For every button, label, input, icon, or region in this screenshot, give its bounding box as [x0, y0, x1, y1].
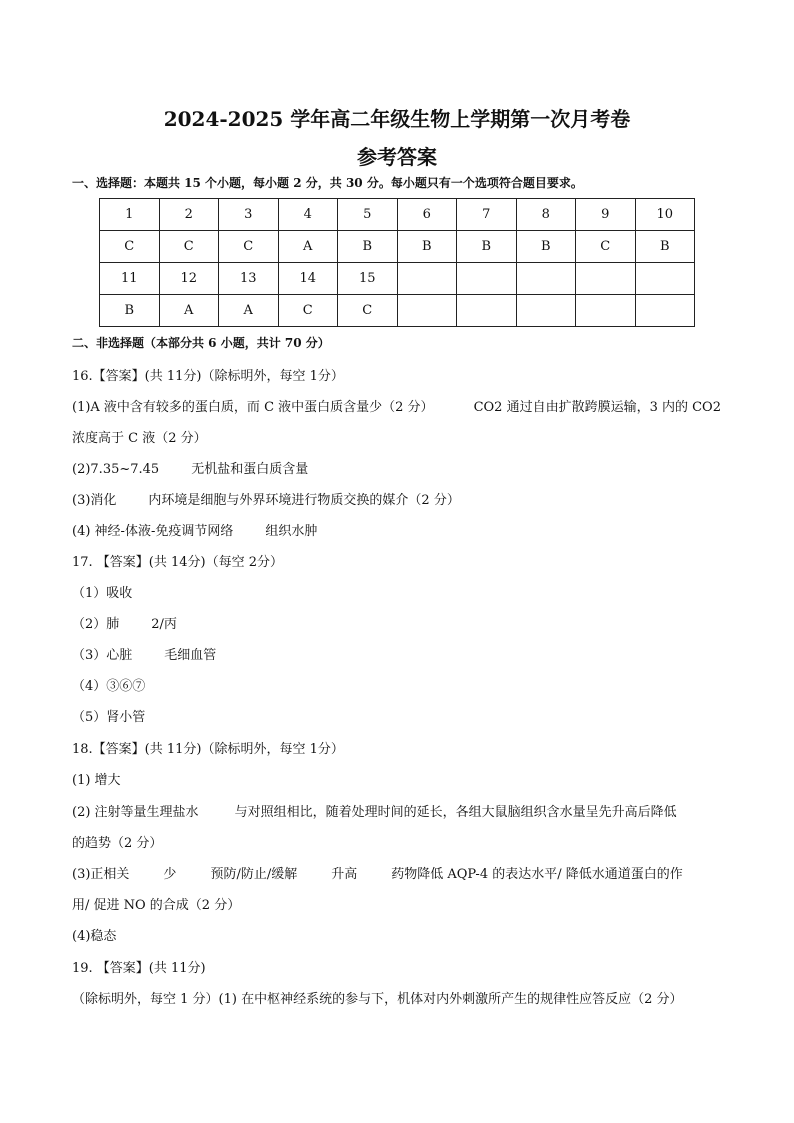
- answer-text: (2) 注射等量生理盐水: [72, 805, 199, 820]
- table-row: [100, 199, 695, 231]
- table-cell: C: [576, 231, 636, 263]
- section-heading-nonchoice: 二、非选择题（本部分共 6 小题，共计 70 分）: [72, 336, 330, 350]
- table-cell: 9: [576, 199, 636, 231]
- table-cell: [516, 263, 576, 295]
- table-cell: A: [159, 295, 219, 327]
- q17-answer-4: （4）③⑥⑦: [72, 679, 146, 694]
- table-cell: B: [635, 231, 695, 263]
- q16-heading: 16.【答案】(共 11分)（除标明外，每空 1分）: [72, 369, 344, 384]
- table-row: [100, 295, 695, 327]
- q16-answer-3: [72, 489, 460, 508]
- table-cell: [397, 295, 457, 327]
- answer-text: 少: [163, 867, 177, 882]
- answer-text: (3)消化: [72, 493, 117, 508]
- table-cell: 8: [516, 199, 576, 231]
- answer-text: (1)A 液中含有较多的蛋白质，而 C 液中蛋白质含量少（2 分）: [72, 400, 434, 415]
- answer-text: 预防/防止/缓解: [210, 867, 298, 882]
- table-row: [100, 263, 695, 295]
- answer-text: (3)正相关: [72, 867, 130, 882]
- q19-heading: 19. 【答案】(共 11分): [72, 961, 206, 976]
- table-cell: B: [516, 231, 576, 263]
- answer-text: (2)7.35~7.45: [72, 462, 160, 477]
- answer-text: 毛细血管: [164, 648, 217, 663]
- table-cell: [576, 295, 636, 327]
- table-cell: [457, 263, 517, 295]
- answer-text: 升高: [331, 867, 358, 882]
- answer-text: （3）心脏: [72, 648, 133, 663]
- q16-answer-2: [72, 458, 308, 477]
- q18-answer-3-cont: 用/ 促进 NO 的合成（2 分）: [72, 898, 241, 913]
- section-heading-choice: 一、选择题：本题共 15 个小题，每小题 2 分，共 30 分。每小题只有一个选项符合题目要求。: [72, 176, 583, 190]
- table-cell: 13: [219, 263, 279, 295]
- table-cell: C: [100, 231, 160, 263]
- table-cell: [576, 263, 636, 295]
- page-subtitle: 参考答案: [357, 145, 437, 169]
- q18-answer-4: (4)稳态: [72, 929, 117, 944]
- table-cell: 3: [219, 199, 279, 231]
- q18-answer-1: (1) 增大: [72, 773, 121, 788]
- table-cell: 14: [278, 263, 338, 295]
- table-cell: 1: [100, 199, 160, 231]
- page-title: 2024-2025 学年高二年级生物上学期第一次月考卷: [163, 107, 631, 131]
- table-cell: B: [338, 231, 398, 263]
- q18-answer-2: [72, 801, 677, 820]
- answer-table: [99, 198, 695, 327]
- q17-answer-5: （5）肾小管: [72, 710, 146, 725]
- q17-answer-2: [72, 613, 177, 632]
- table-cell: B: [100, 295, 160, 327]
- table-cell: 2: [159, 199, 219, 231]
- answer-text: 内环境是细胞与外界环境进行物质交换的媒介（2 分）: [148, 493, 460, 508]
- table-cell: C: [219, 231, 279, 263]
- table-cell: C: [278, 295, 338, 327]
- q18-heading: 18.【答案】(共 11分)（除标明外，每空 1分）: [72, 742, 344, 757]
- table-cell: C: [338, 295, 398, 327]
- answer-text: 与对照组相比，随着处理时间的延长，各组大鼠脑组织含水量呈先升高后降低: [234, 805, 677, 820]
- table-cell: 4: [278, 199, 338, 231]
- table-cell: 15: [338, 263, 398, 295]
- q18-answer-3: [72, 863, 683, 882]
- q16-answer-4: [72, 520, 317, 539]
- table-cell: [457, 295, 517, 327]
- q18-answer-2-cont: 的趋势（2 分）: [72, 836, 163, 851]
- answer-text: 组织水肿: [265, 524, 318, 539]
- q19-answer-1: （除标明外，每空 1 分）(1) 在中枢神经系统的参与下，机体对内外刺激所产生的规律性应答反应（2 分）: [72, 992, 683, 1007]
- q16-answer-1: [72, 396, 721, 415]
- table-cell: [635, 263, 695, 295]
- answer-text: (4) 神经-体液-免疫调节网络: [72, 524, 234, 539]
- table-cell: B: [457, 231, 517, 263]
- table-cell: C: [159, 231, 219, 263]
- answer-text: （2）肺: [72, 617, 120, 632]
- table-cell: 6: [397, 199, 457, 231]
- table-cell: B: [397, 231, 457, 263]
- table-cell: 7: [457, 199, 517, 231]
- table-cell: [397, 263, 457, 295]
- q17-answer-1: （1）吸收: [72, 586, 133, 601]
- q16-answer-1-cont: 浓度高于 C 液（2 分）: [72, 431, 207, 446]
- table-cell: [516, 295, 576, 327]
- q17-heading: 17. 【答案】(共 14分)（每空 2分）: [72, 555, 284, 570]
- answer-text: 无机盐和蛋白质含量: [191, 462, 309, 477]
- table-cell: 5: [338, 199, 398, 231]
- table-cell: [635, 295, 695, 327]
- table-cell: A: [219, 295, 279, 327]
- table-cell: 12: [159, 263, 219, 295]
- answer-text: 药物降低 AQP-4 的表达水平/ 降低水通道蛋白的作: [391, 867, 683, 882]
- answer-text: CO2 通过自由扩散跨膜运输，3 内的 CO2: [473, 400, 721, 415]
- q17-answer-3: [72, 644, 216, 663]
- table-cell: A: [278, 231, 338, 263]
- answer-text: 2/丙: [151, 617, 177, 632]
- table-cell: 10: [635, 199, 695, 231]
- table-row: [100, 231, 695, 263]
- table-cell: 11: [100, 263, 160, 295]
